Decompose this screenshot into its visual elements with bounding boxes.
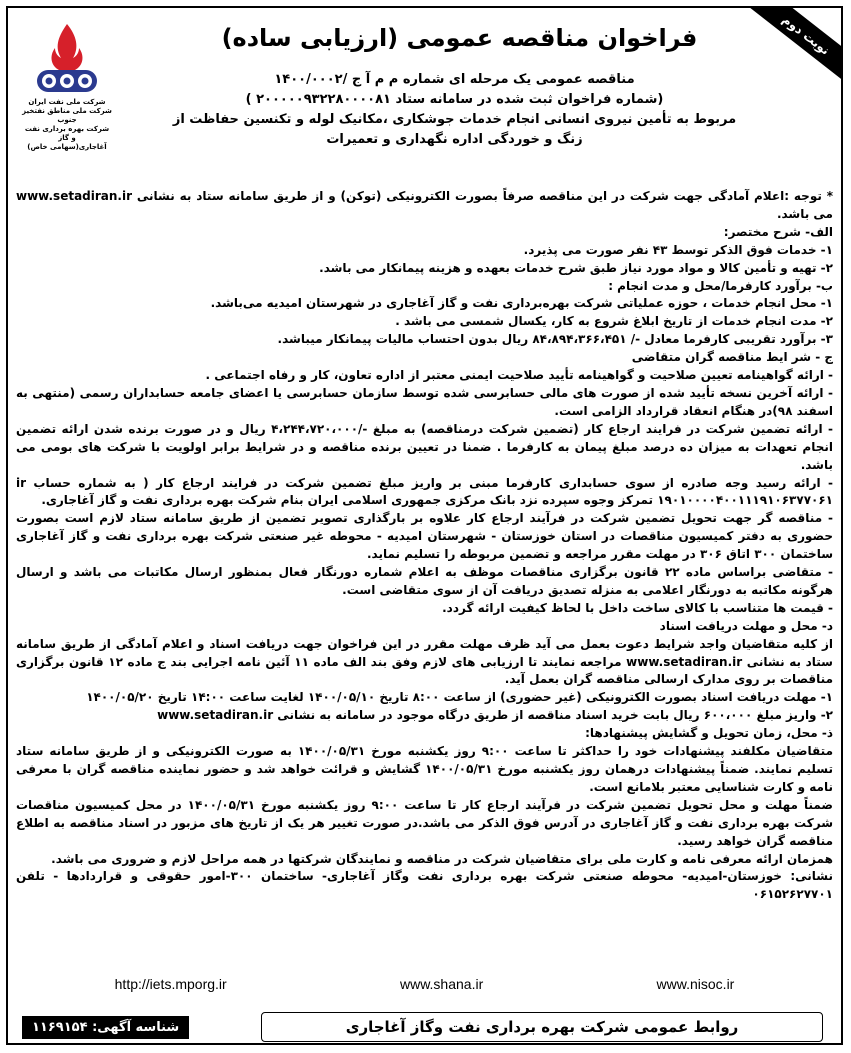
tender-reference xyxy=(128,70,781,150)
header-line: مناقصه عمومی یک مرحله ای شماره م م آ ج /۱۴۰۰/۰۰۰۲ xyxy=(274,72,635,87)
body-paragraph: ۱- محل انجام خدمات ، حوزه عملیاتی شرکت بهره‌برداری نفت و گاز آغاجاری در شهرستان امیدیه می‌باشد. xyxy=(210,296,833,311)
body-paragraph: - ارائه رسید وجه صادره از سوی حسابداری کارفرما مبنی بر واریز مبلغ تضمین شرکت در فرایند ارجاع کار ( به شماره حساب ir ۱۹۰۱۰۰۰۰۴۰۰۱۱۱۹۱۰۶۳۷۷۰۶۱ تمرکز وجوه سپرده نزد بانک مرکزی جمهوری اسلامی ایران بنام شرکت بهره برداری نفت و گاز آغاجاری. xyxy=(16,475,833,508)
website-links xyxy=(28,976,821,1000)
header xyxy=(8,8,841,180)
logo-line-2: شرکت ملی مناطق نفتخیز جنوب xyxy=(22,107,112,124)
tender-announcement xyxy=(6,6,843,1045)
publisher-box: روابط عمومی شرکت بهره برداری نفت وگاز آغاجاری xyxy=(261,1012,823,1042)
body-paragraph: ۲- واریز مبلغ ۶۰۰،۰۰۰ ریال بابت خرید اسناد مناقصه از طریق درگاه موجود در سامانه به نشانی www.setadiran.ir xyxy=(157,708,833,723)
body-paragraph: ذ- محل، زمان تحویل و گشایش پیشنهادها: xyxy=(585,726,833,741)
body-paragraph: ضمناً مهلت و محل تحویل تضمین شرکت در فرآیند ارجاع کار تا ساعت ۹:۰۰ روز یکشنبه مورخ ۱۴۰۰/۰۵/۳۱ در محل کمیسیون مناقصات شرکت بهره برداری نفت و گاز آغاجاری در آدرس فوق الذکر می باشد.در صورت تغییر هر یک از تاریخ های مزبور در اسناد مناقصه به اطلاع مناقصه گران خواهد رسید. xyxy=(16,797,834,848)
body-paragraph: از کلیه متقاضیان واجد شرایط دعوت بعمل می آید ظرف مهلت مقرر در این فراخوان جهت دریافت اسناد و اعلام آمادگی از طریق سامانه ستاد به نشانی www.setadiran.ir مراجعه نمایند تا ارزیابی های لازم وفق بند الف ماده ۱۱ آئین نامه اجرایی بند ج ماده ۱۲ قانون برگزاری مناقصات بر روی مدارک ارسالی مناقصه گران بعمل آید. xyxy=(16,636,833,687)
contact-address: نشانی: خوزستان-امیدیه- محوطه صنعتی شرکت بهره برداری نفت وگاز آغاجاری- ساختمان ۳۰۰-امور حقوقی و قراردادها - تلفن ۰۶۱۵۲۶۲۷۷۰۱ xyxy=(16,869,833,902)
body-paragraph: - ارائه آخرین نسخه تأیید شده از صورت های مالی حسابرسی شده توسط سازمان حسابرسی یا اعضای جامعه حسابداران رسمی (منتهی به اسفند ۹۸)در هنگام انعقاد قرارداد الزامی است. xyxy=(16,385,833,418)
body-paragraph: همزمان ارائه معرفی نامه و کارت ملی برای متقاضیان شرکت در مناقصه و نمایندگان شرکتها در همه مراحل لازم و ضروری می باشد. xyxy=(51,851,833,866)
body-paragraph: - مناقصه گر جهت تحویل تضمین شرکت در فرآیند ارجاع کار علاوه بر بارگذاری تصویر تضمین از طریق سامانه ستاد لازم است بصورت حضوری به دفتر کمیسیون مناقصات در استان خوزستان - شهرستان امیدیه - محوطه غیر صنعتی شرکت بهره برداری نفت و گاز آغاجاری ساختمان ۳۰۰ اتاق ۳۰۶ در مهلت مقرر مراجعه و تضمین مربوطه را تسلیم نماید. xyxy=(16,511,833,562)
body-paragraph: - ارائه گواهینامه تعیین صلاحیت و گواهینامه تأیید صلاحیت ایمنی معتبر از اداره تعاون، کار و رفاه اجتماعی . xyxy=(205,368,833,383)
announcement-body xyxy=(16,188,833,904)
body-paragraph: ب- برآورد کارفرما/محل و مدت انجام : xyxy=(608,278,833,293)
website-link[interactable]: www.shana.ir xyxy=(399,976,484,992)
body-paragraph: - قیمت ها متناسب با کالای ساخت داخل با لحاظ کیفیت ارائه گردد. xyxy=(442,600,833,615)
logo-line-1: شرکت ملی نفت ایران xyxy=(28,98,106,106)
body-paragraph: د- محل و مهلت دریافت اسناد xyxy=(659,618,833,633)
header-line: زنگ و خوردگی اداره نگهداری و تعمیرات xyxy=(326,132,583,147)
logo-line-4: آغاجاری(سهامی خاص) xyxy=(27,143,107,151)
website-link[interactable]: http://iets.mporg.ir xyxy=(114,976,227,992)
body-paragraph: - متقاضی براساس ماده ۲۲ قانون برگزاری مناقصات موظف به اعلام شماره دورنگار فعال بمنظور ارسال مکاتبات می باشد و ارسال هرگونه مکاتبه به دورنگار اعلامی به منزله تصدیق دریافت آن از سوی متقاضی است. xyxy=(16,565,834,597)
website-link[interactable]: www.nisoc.ir xyxy=(656,976,735,992)
nioc-flame-icon xyxy=(27,18,107,98)
logo-line-3: شرکت بهره برداری نفت و گاز xyxy=(24,125,110,142)
body-paragraph: ۲- تهیه و تأمین کالا و مواد مورد نیاز طبق شرح خدمات بعهده و هزینه پیمانکار می باشد. xyxy=(319,260,833,275)
body-paragraph: الف- شرح مختصر: xyxy=(723,224,833,239)
company-logo xyxy=(22,18,112,168)
footer xyxy=(16,1012,833,1042)
body-paragraph: ۱- خدمات فوق الذکر توسط ۴۳ نفر صورت می پذیرد. xyxy=(523,242,833,257)
body-paragraph: - ارائه تضمین شرکت در فرایند ارجاع کار (تضمین شرکت درمناقصه) به مبلغ -/۴،۲۴۴،۷۲۰،۰۰۰ ریال و در صورت برنده شدن ارائه تضمین انجام تعهدات به میزان ده درصد مبلغ پیمان به کارفرما . ضمنا در تعیین برنده مناقصه و در شرایط برابر اولویت با شرکت های بومی می باشد. xyxy=(16,421,833,472)
body-paragraph: متقاضیان مکلفند پیشنهادات خود را حداکثر تا ساعت ۹:۰۰ روز یکشنبه مورخ ۱۴۰۰/۰۵/۳۱ به صورت الکترونیکی و از طریق سامانه ستاد تسلیم نمایند. ضمناً پیشنهادات درهمان روز یکشنبه مورخ ۱۴۰۰/۰۵/۳۱ گشایش و قرائت خواهد شد و حضور نماینده مناقصه گران با معرفی نامه و کارت شناسایی معتبر بلامانع است. xyxy=(16,744,834,794)
second-publication-badge: نوبت دوم xyxy=(747,6,843,85)
ad-id-badge: شناسه آگهی: ۱۱۶۹۱۵۴ xyxy=(22,1016,189,1039)
body-paragraph: ۲- مدت انجام خدمات از تاریخ ابلاغ شروع به کار، یکسال شمسی می باشد . xyxy=(395,314,833,329)
body-paragraph: ۱- مهلت دریافت اسناد بصورت الکترونیکی (غیر حضوری) از ساعت ۸:۰۰ تاریخ ۱۴۰۰/۰۵/۱۰ لغایت ساعت ۱۴:۰۰ تاریخ ۱۴۰۰/۰۵/۲۰ xyxy=(86,690,833,705)
page-title: فراخوان مناقصه عمومی (ارزیابی ساده) xyxy=(221,24,698,52)
body-paragraph: * توجه :اعلام آمادگی جهت شرکت در این مناقصه صرفاً بصورت الکترونیکی (توکن) و از طریق سامانه ستاد به نشانی www.setadiran.ir می باشد. xyxy=(16,189,833,221)
header-line: مربوط به تأمین نیروی انسانی انجام خدمات جوشکاری ،مکانیک لوله و تکنسین حفاظت از xyxy=(172,112,737,127)
body-paragraph: ۳- برآورد تقریبی کارفرما معادل -/ ۸۴،۸۹۴،۳۶۶،۴۵۱ ریال بدون احتساب مالیات پیمانکار میباشد. xyxy=(277,332,833,347)
body-paragraph: ج - شر ایط مناقصه گران متقاضی xyxy=(631,350,833,365)
header-line: (شماره فراخوان ثبت شده در سامانه ستاد ۲۰۰۰۰۰۹۳۲۲۸۰۰۰۰۸۱ ) xyxy=(245,92,664,107)
